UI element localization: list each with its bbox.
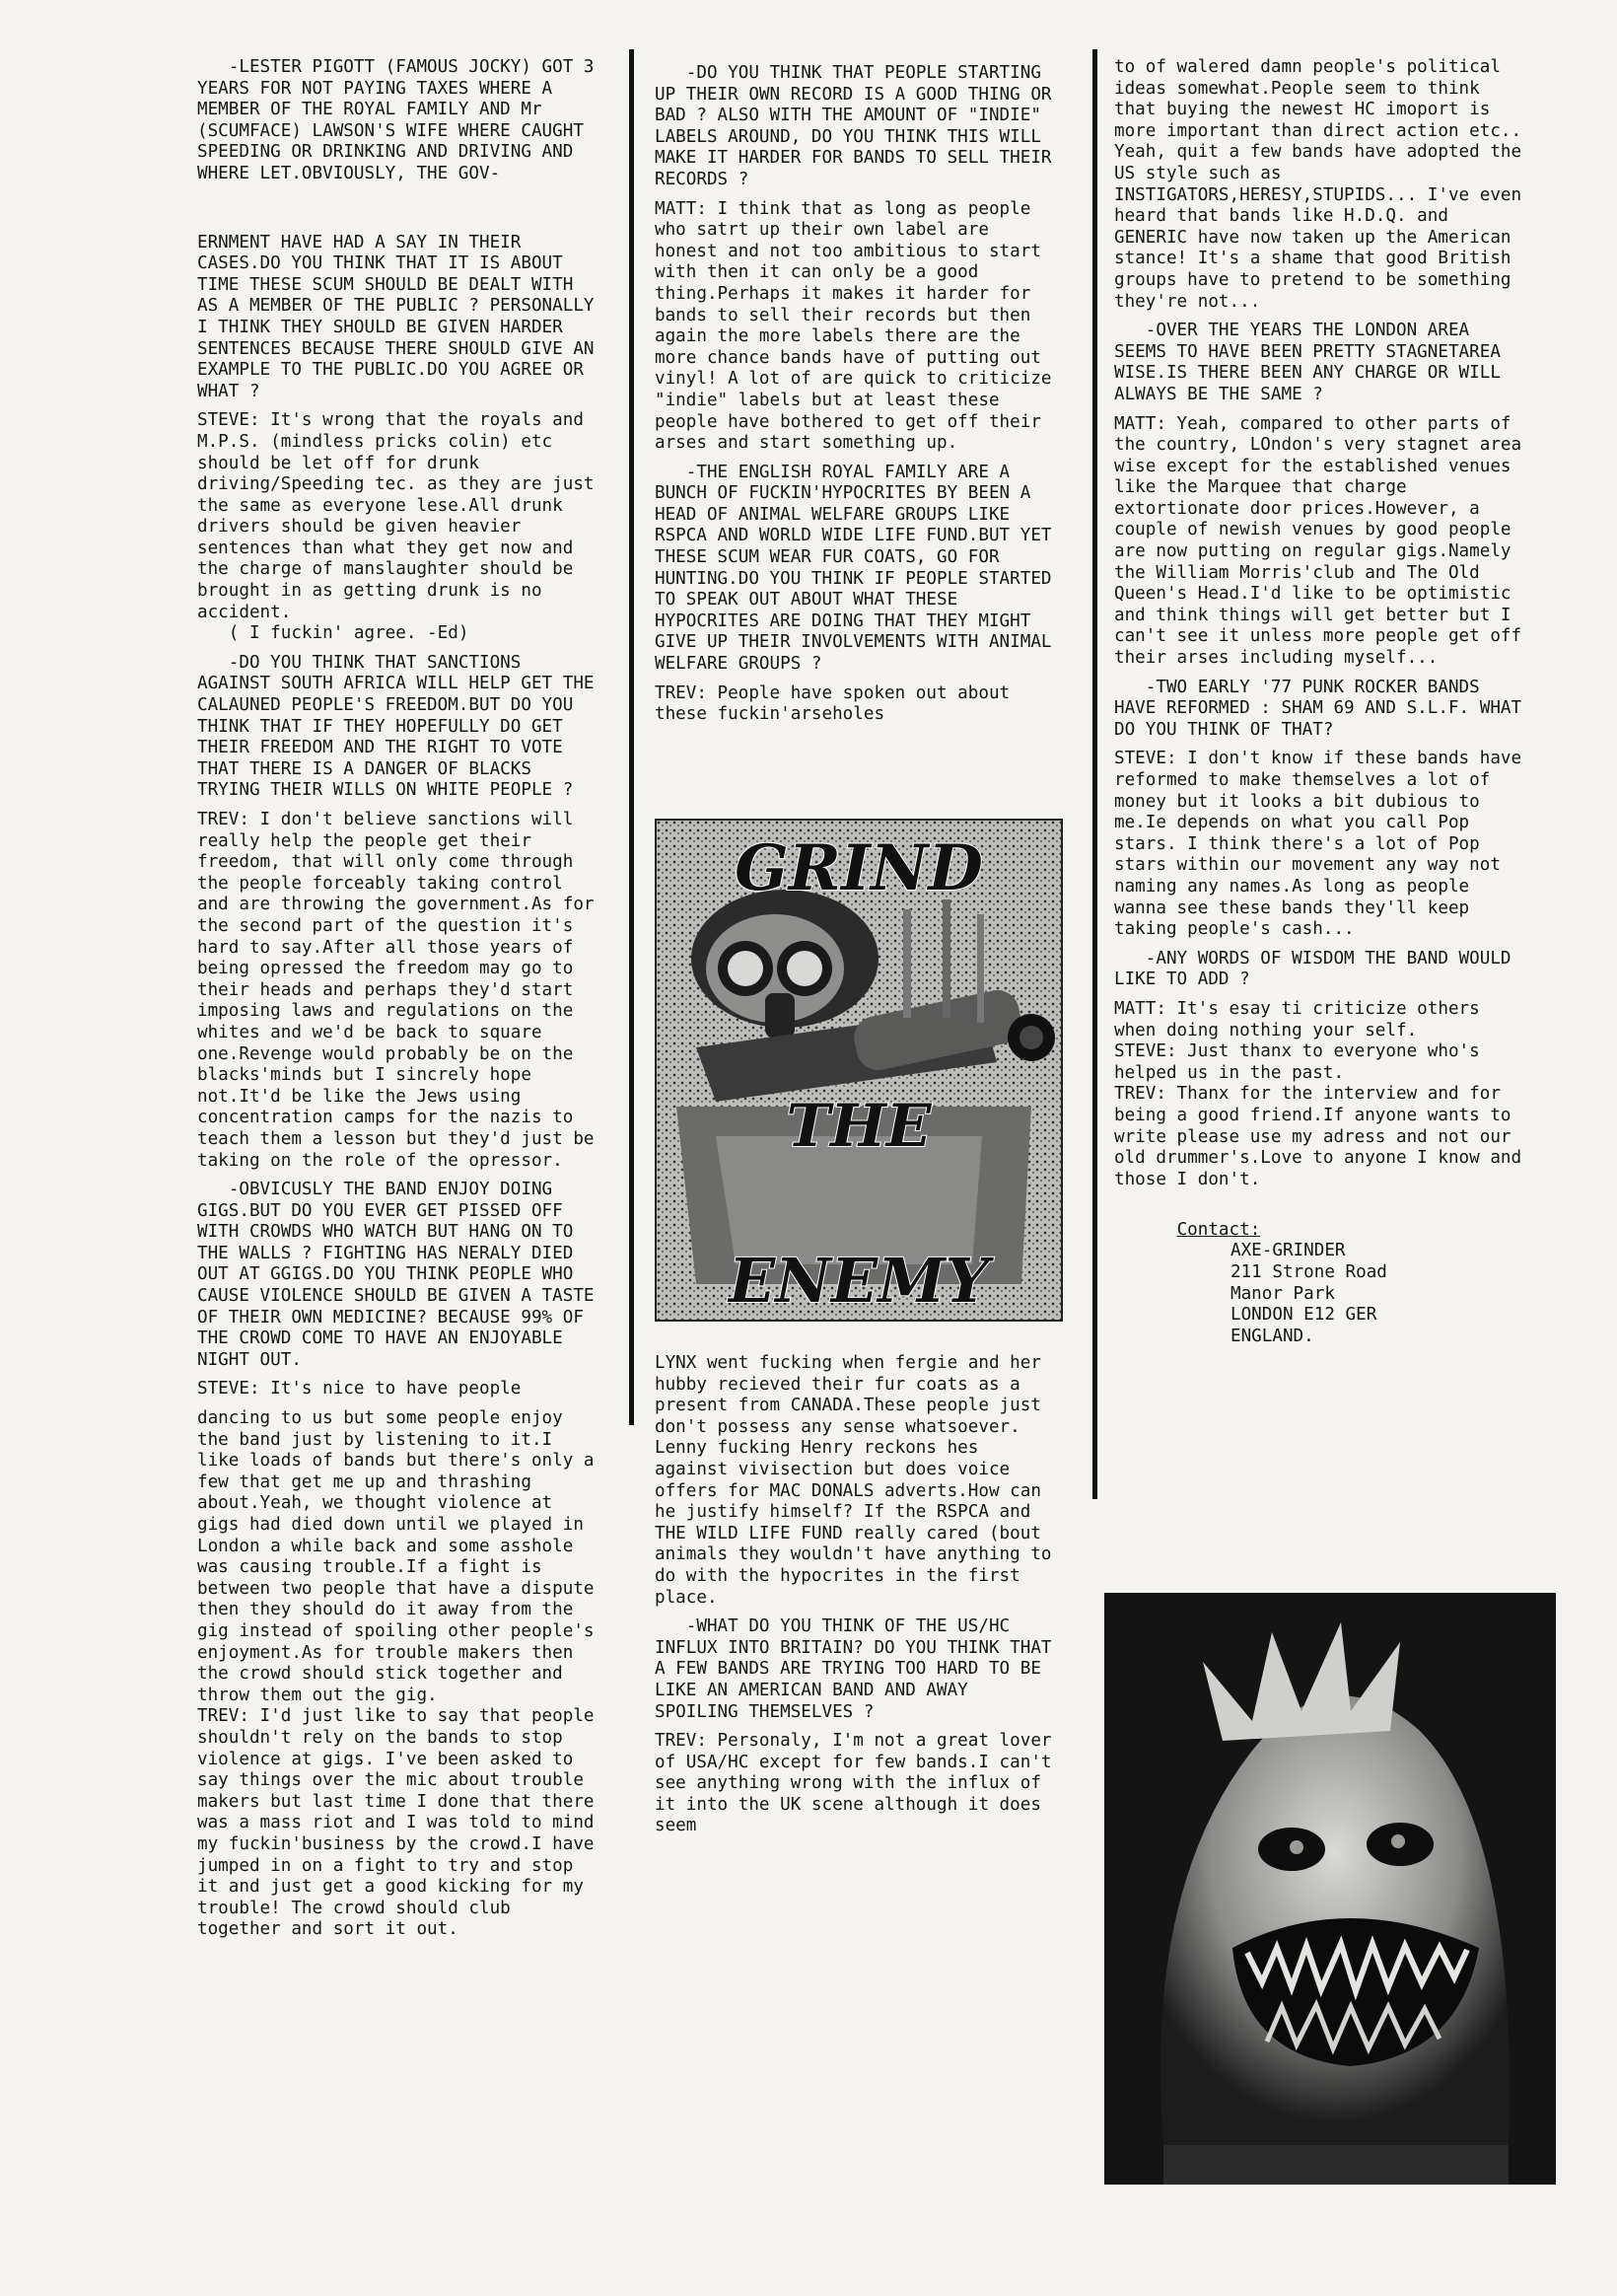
flyer-word-grind: GRIND <box>735 831 983 905</box>
question-paragraph: -LESTER PIGOTT (FAMOUS JOCKY) GOT 3 YEARS FOR NOT PAYING TAXES WHERE A MEMBER OF THE ROYAL FAMILY AND Mr (SCUMFACE) LAWSON'S WIFE WHERE CAUGHT SPEEDING OR DRINKING AND DRIVING AND WHERE LET.OBVIOUSLY, THE GOV- <box>197 57 605 183</box>
column-3 <box>1114 57 1532 1399</box>
answer-paragraph: MATT: It's esay ti criticize others when doing nothing your self. STEVE: Just thanx to everyone who's helped us in the past. TREV: Thanx for the interview and for being a good friend.If anyone wants to write please use my adress and not our old drummer's.Love to anyone I know and those I don't. <box>1114 998 1522 1189</box>
creature-image <box>1104 1593 1556 2185</box>
answer-paragraph: STEVE: It's nice to have people <box>197 1379 522 1399</box>
question-paragraph: -DO YOU THINK THAT PEOPLE STARTING UP THEIR OWN RECORD IS A GOOD THING OR BAD ? ALSO WITH THE AMOUNT OF "INDIE" LABELS AROUND, DO YOU THINK THIS WILL MAKE IT HARDER FOR BANDS TO SELL THEIR RECORDS ? <box>655 63 1063 189</box>
column-rule-right <box>1092 49 1097 1499</box>
question-paragraph: -ANY WORDS OF WISDOM THE BAND WOULD LIKE TO ADD ? <box>1114 948 1522 990</box>
answer-paragraph: STEVE: It's wrong that the royals and M.P.S. (mindless pricks colin) etc should be let off for drunk driving/Speeding tec. as they are just the same as everyone lese.All drunk drivers should be given heavier sentences than what they get now and the charge of manslaughter should be brought in as getting drunk is no accident. ( I fuckin' agree. -Ed) <box>197 410 595 644</box>
contact-label: Contact: <box>1176 1219 1261 1240</box>
column-rule-left <box>629 49 634 1425</box>
answer-paragraph: TREV: I don't believe sanctions will really help the people get their freedom, that will only come through the people forceably taking control and are throwing the government.As for the second part of the question it's hard to say.After all those years of being opressed the freedom may go to their heads and perhaps they'd start imposing laws and regulations on the whites and we'd be back to square one.Revenge would probably be on the blacks'minds but I sincrely hope not.It'd be like the Jews using concentration camps for the nazis to teach them a lesson but they'd just be taking on the role of the opressor. <box>197 810 605 1171</box>
contact-block <box>1114 1198 1528 1390</box>
answer-paragraph: MATT: Yeah, compared to other parts of the country, LOndon's very stagnet area wise except for the established venues like the Marquee that charge extortionate door prices.However, a couple of newish venues by good people are now putting on regular gigs.Namely the William Morris'club and The Old Queen's Head.I'd like to be optimistic and think things will get better but I can't see it unless more people get off their arses including myself... <box>1114 413 1532 669</box>
answer-paragraph: to of walered damn people's political ideas somewhat.People seem to think that buying the newest HC imoport is more important than direct action etc.. Yeah, quit a few bands have adopted the US style such as INSTIGATORS,HERESY,STUPIDS... I've even heard that bands like H.D.Q. and GENERIC have now taken up the American stance! It's a shame that good British groups have to pretend to be something they're not... <box>1114 57 1532 312</box>
question-paragraph: -THE ENGLISH ROYAL FAMILY ARE A BUNCH OF FUCKIN'HYPOCRITES BY BEEN A HEAD OF ANIMAL WELFARE GROUPS LIKE RSPCA AND WORLD WIDE LIFE FUND.BUT YET THESE SCUM WEAR FUR COATS, GO FOR HUNTING.DO YOU THINK IF PEOPLE STARTED TO SPEAK OUT ABOUT WHAT THESE HYPOCRITES ARE DOING THAT THEY MIGHT GIVE UP THEIR INVOLVEMENTS WITH ANIMAL WELFARE GROUPS ? <box>655 462 1063 675</box>
question-paragraph: -DO YOU THINK THAT SANCTIONS AGAINST SOUTH AFRICA WILL HELP GET THE CALAUNED PEOPLE'S FREEDOM.BUT DO YOU THINK THAT IF THEY HOPEFULLY DO GET THEIR FREEDOM AND THE RIGHT TO VOTE THAT THERE IS A DANGER OF BLACKS TRYING THEIR WILLS ON WHITE PEOPLE ? <box>197 652 605 801</box>
question-paragraph: -OVER THE YEARS THE LONDON AREA SEEMS TO HAVE BEEN PRETTY STAGNETAREA WISE.IS THERE BEEN ANY CHARGE OR WILL ALWAYS BE THE SAME ? <box>1114 321 1512 404</box>
question-paragraph: ERNMENT HAVE HAD A SAY IN THEIR CASES.DO YOU THINK THAT IT IS ABOUT TIME THESE SCUM SHOULD BE DEALT WITH AS A MEMBER OF THE PUBLIC ? PERSONALLY I THINK THEY SHOULD BE GIVEN HARDER SENTENCES BECAUSE THERE SHOULD GIVE AN EXAMPLE TO THE PUBLIC.DO YOU AGREE OR WHAT ? <box>197 232 605 401</box>
answer-paragraph: MATT: I think that as long as people who satrt up their own label are honest and not too ambitious to start with then it can only be a good thing.Perhaps it makes it harder for bands to sell their records but then again the more labels there are the more chance bands have of putting out vinyl! A lot of are quick to criticize "indie" labels but at least these people have bothered to get off their arses and start something up. <box>655 198 1063 454</box>
flyer-word-the: THE <box>786 1092 932 1161</box>
answer-paragraph: TREV: Personaly, I'm not a great lover of USA/HC except for few bands.I can't see anything wrong with the influx of it into the UK scene although it does seem <box>655 1731 1063 1836</box>
answer-paragraph: STEVE: I don't know if these bands have reformed to make themselves a lot of money but it looks a bit dubious to me.Ie depends on what you call Pop stars. I think there's a lot of Pop stars within our movement any way not naming any names.As long as people wanna see these bands they'll keep taking people's cash... <box>1114 749 1532 940</box>
contact-address: AXE-GRINDER 211 Strone Road Manor Park LONDON E12 GER ENGLAND. <box>1230 1241 1387 1346</box>
answer-paragraph: TREV: People have spoken out about these fuckin'arseholes <box>655 682 1020 725</box>
flyer-word-enemy: ENEMY <box>728 1245 990 1317</box>
question-paragraph: -TWO EARLY '77 PUNK ROCKER BANDS HAVE REFORMED : SHAM 69 AND S.L.F. WHAT DO YOU THINK OF THAT? <box>1114 677 1532 740</box>
question-paragraph: -OBVICUSLY THE BAND ENJOY DOING GIGS.BUT DO YOU EVER GET PISSED OFF WITH CROWDS WHO WATCH BUT HANG ON TO THE WALLS ? FIGHTING HAS NERALY DIED OUT AT GGIGS.DO YOU THINK PEOPLE WHO CAUSE VIOLENCE SHOULD BE GIVEN A TASTE OF THEIR OWN MEDICINE? BECAUSE 99% OF THE CROWD COME TO HAVE AN ENJOYABLE NIGHT OUT. <box>197 1180 605 1370</box>
column-2 <box>655 63 1063 734</box>
creature-photo <box>1104 1593 1556 2185</box>
question-paragraph: -WHAT DO YOU THINK OF THE US/HC INFLUX INTO BRITAIN? DO YOU THINK THAT A FEW BANDS ARE TRYING TOO HARD TO BE LIKE AN AMERICAN BAND AND AWAY SPOILING THEMSELVES ? <box>655 1616 1063 1722</box>
column-1 <box>197 57 605 1949</box>
answer-paragraph: LYNX went fucking when fergie and her hubby recieved their fur coats as a present from CANADA.These people just don't possess any sense whatsoever. Lenny fucking Henry reckons hes against vivisection but does voice offers for MAC DONALS adverts.How can he justify himself? If the RSPCA and THE WILD LIFE FUND really cared (bout animals they wouldn't have anything to do with the hypocrites in the first place. <box>655 1353 1063 1608</box>
grind-the-enemy-flyer <box>655 819 1063 1322</box>
column-2-continued <box>655 1353 1063 1845</box>
flyer-artwork <box>657 821 1061 1320</box>
answer-paragraph: dancing to us but some people enjoy the band just by listening to it.I like loads of bands but there's only a few that get me up and thrashing about.Yeah, we thought violence at gigs had died down until we played in London a while back and some asshole was causing trouble.If a fight is between two people that have a dispute then they should do it away from the gig instead of spoiling other people's enjoyment.As for trouble makers then the crowd should stick together and throw them out the gig. TREV: I'd just like to say that people shouldn't rely on the bands to stop violence at gigs. I've been asked to say things over the mic about trouble makers but last time I done that there was a mass riot and I was told to mind my fuckin'business by the crowd.I have jumped in on a fight to try and stop it and just get a good kicking for my trouble! The crowd should club together and sort it out. <box>197 1408 595 1940</box>
